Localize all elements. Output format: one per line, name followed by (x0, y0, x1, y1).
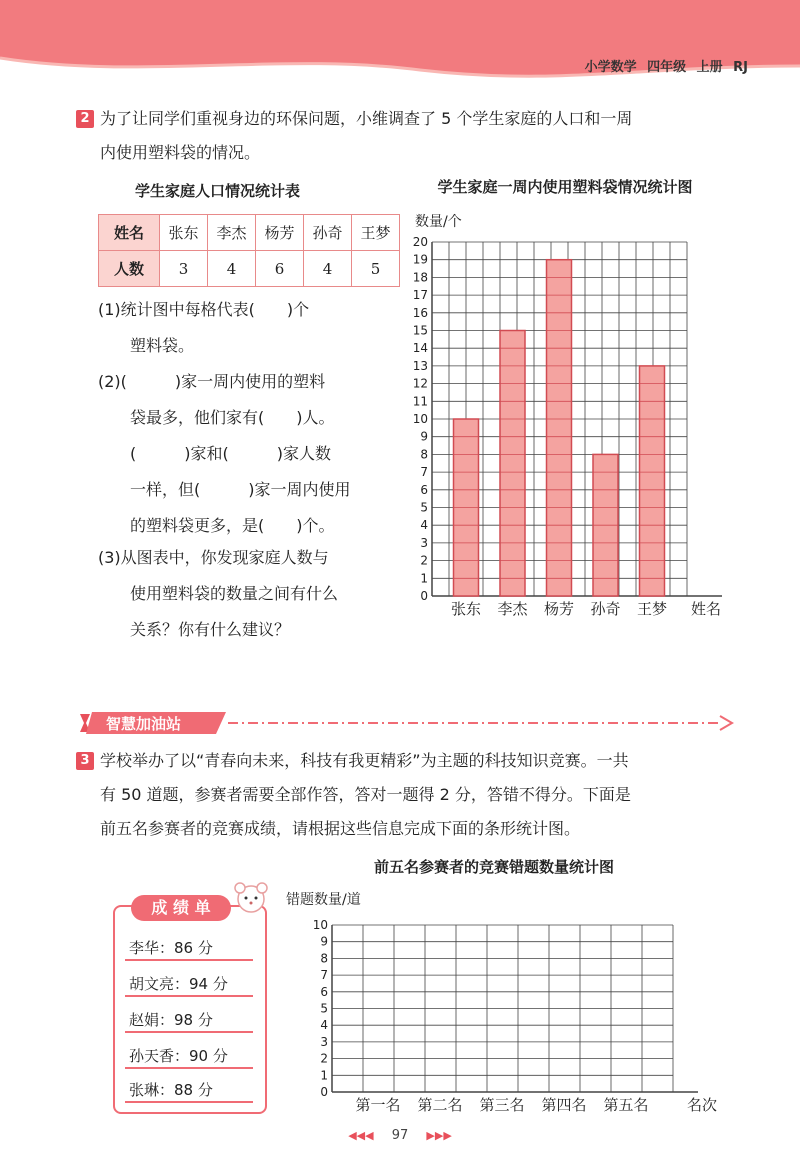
score-card-title: 成 绩 单 (131, 895, 231, 921)
score-item: 李华：86 分 (129, 939, 213, 957)
q3-line1: 学校举办了以“青春向未来，科技有我更精彩”为主题的科技知识竞赛。一共 (100, 751, 629, 770)
y-tick-label: 9 (320, 934, 328, 949)
y-axis-label: 错题数量/道 (286, 892, 361, 908)
y-tick-label: 6 (420, 482, 428, 497)
y-tick-label: 10 (412, 412, 428, 426)
bar (500, 331, 525, 597)
y-tick-label: 3 (320, 1034, 328, 1049)
tips-banner (76, 708, 736, 738)
q2-sub2-line1: (2)( )家一周内使用的塑料 (98, 372, 326, 391)
y-tick-label: 20 (412, 235, 428, 249)
score-item: 孙天香：90 分 (129, 1047, 228, 1065)
q2-sub2 (98, 364, 398, 544)
question-number-2: 2 (76, 110, 94, 128)
y-tick-label: 4 (420, 518, 428, 533)
y-tick-label: 7 (320, 968, 328, 983)
x-tick-label: 孙奇 (590, 600, 621, 618)
x-tick-label: 李杰 (497, 600, 528, 618)
y-tick-label: 12 (412, 376, 428, 391)
table-header-name: 姓名 (99, 215, 160, 251)
y-tick-label: 10 (312, 918, 328, 932)
q3-line2: 有 50 道题，参赛者需要全部作答，答对一题得 2 分，答错不得分。下面是 (100, 785, 631, 804)
y-tick-label: 7 (420, 465, 428, 480)
q2-sub1-line1: (1)统计图中每格代表( )个 (98, 300, 310, 319)
score-item: 赵娟：98 分 (129, 1011, 213, 1029)
table-cell: 4 (208, 251, 256, 287)
q2-sub2-line2: 袋最多，他们家有( )人。 (130, 408, 335, 427)
wrong-answers-chart (284, 850, 744, 1122)
q2-sub1 (98, 292, 398, 364)
table-header-count: 人数 (99, 251, 160, 287)
table-cell: 4 (304, 251, 352, 287)
y-tick-label: 2 (420, 553, 428, 568)
q2-sub2-line5: 的塑料袋更多，是( )个。 (130, 516, 335, 535)
prev-arrows-icon: ◀◀◀ (348, 1129, 374, 1142)
plastic-bag-chart (400, 172, 740, 632)
table-cell: 孙奇 (304, 215, 352, 251)
x-axis-label: 名次 (686, 1096, 718, 1114)
q2-intro-line2: 内使用塑料袋的情况。 (100, 143, 261, 162)
table-cell: 3 (160, 251, 208, 287)
question-number-3: 3 (76, 752, 94, 770)
bar (547, 260, 572, 596)
next-arrows-icon: ▶▶▶ (426, 1129, 452, 1142)
bear-icon (231, 877, 271, 917)
y-tick-label: 0 (420, 589, 428, 603)
score-card (113, 898, 267, 1114)
q3-line3: 前五名参赛者的竞赛成绩，请根据这些信息完成下面的条形统计图。 (100, 819, 581, 838)
tips-label: 智慧加油站 (106, 715, 182, 733)
x-tick-label: 张东 (450, 600, 482, 618)
y-tick-label: 13 (412, 358, 428, 373)
q2-intro-line1: 为了让同学们重视身边的环保问题，小维调查了 5 个学生家庭的人口和一周 (100, 109, 633, 128)
x-tick-label: 第五名 (603, 1096, 649, 1114)
q2-sub3-line2: 使用塑料袋的数量之间有什么 (130, 584, 339, 603)
q2-sub2-line4: 一样，但( )家一周内使用 (130, 480, 351, 499)
y-tick-label: 15 (412, 323, 428, 338)
q2-sub3-line1: (3)从图表中，你发现家庭人数与 (98, 548, 329, 567)
table-cell: 6 (256, 251, 304, 287)
y-tick-label: 1 (320, 1068, 328, 1083)
y-tick-label: 3 (420, 535, 428, 550)
score-item: 张琳：88 分 (129, 1081, 213, 1099)
y-tick-label: 19 (412, 252, 428, 267)
y-tick-label: 8 (320, 951, 328, 966)
q2-sub3-line3: 关系？你有什么建议？ (130, 620, 291, 639)
x-tick-label: 第三名 (479, 1096, 525, 1114)
table-row-names (99, 215, 400, 251)
x-tick-label: 第二名 (417, 1096, 463, 1114)
bar (640, 366, 665, 596)
y-axis-label: 数量/个 (415, 214, 462, 230)
table-title: 学生家庭人口情况统计表 (135, 182, 301, 200)
x-tick-label: 第四名 (541, 1096, 587, 1114)
y-tick-label: 9 (420, 429, 428, 444)
chart-title: 学生家庭一周内使用塑料袋情况统计图 (437, 178, 693, 196)
x-tick-label: 王梦 (636, 600, 668, 618)
x-tick-label: 杨芳 (543, 600, 575, 618)
q2-sub3 (98, 540, 398, 648)
score-item: 胡文亮：94 分 (129, 975, 228, 993)
x-tick-label: 第一名 (355, 1096, 401, 1114)
q2-intro (100, 102, 740, 170)
table-cell: 5 (352, 251, 400, 287)
table-cell: 张东 (160, 215, 208, 251)
y-tick-label: 18 (412, 270, 428, 285)
y-tick-label: 2 (320, 1051, 328, 1066)
y-tick-label: 4 (320, 1018, 328, 1033)
table-cell: 杨芳 (256, 215, 304, 251)
q2-sub2-line3: ( )家和( )家人数 (130, 444, 331, 463)
q3-text (100, 744, 740, 846)
table-row-counts (99, 251, 400, 287)
table-cell: 李杰 (208, 215, 256, 251)
y-tick-label: 0 (320, 1085, 328, 1099)
population-table (98, 214, 400, 287)
q2-sub1-line2: 塑料袋。 (130, 336, 195, 355)
table-cell: 王梦 (352, 215, 400, 251)
y-tick-label: 8 (420, 447, 428, 462)
y-tick-label: 17 (412, 288, 428, 303)
y-tick-label: 5 (420, 500, 428, 515)
chart-title: 前五名参赛者的竞赛错题数量统计图 (373, 858, 615, 876)
y-tick-label: 11 (412, 394, 428, 409)
book-info: 小学数学 四年级 上册 RJ (584, 60, 748, 75)
y-tick-label: 16 (412, 305, 428, 320)
y-tick-label: 5 (320, 1001, 328, 1016)
x-axis-label: 姓名 (690, 600, 722, 618)
page-number-bar (0, 1128, 800, 1143)
page-number: 97 (391, 1128, 409, 1143)
y-tick-label: 1 (420, 571, 428, 586)
y-tick-label: 6 (320, 984, 328, 999)
y-tick-label: 14 (412, 341, 428, 356)
